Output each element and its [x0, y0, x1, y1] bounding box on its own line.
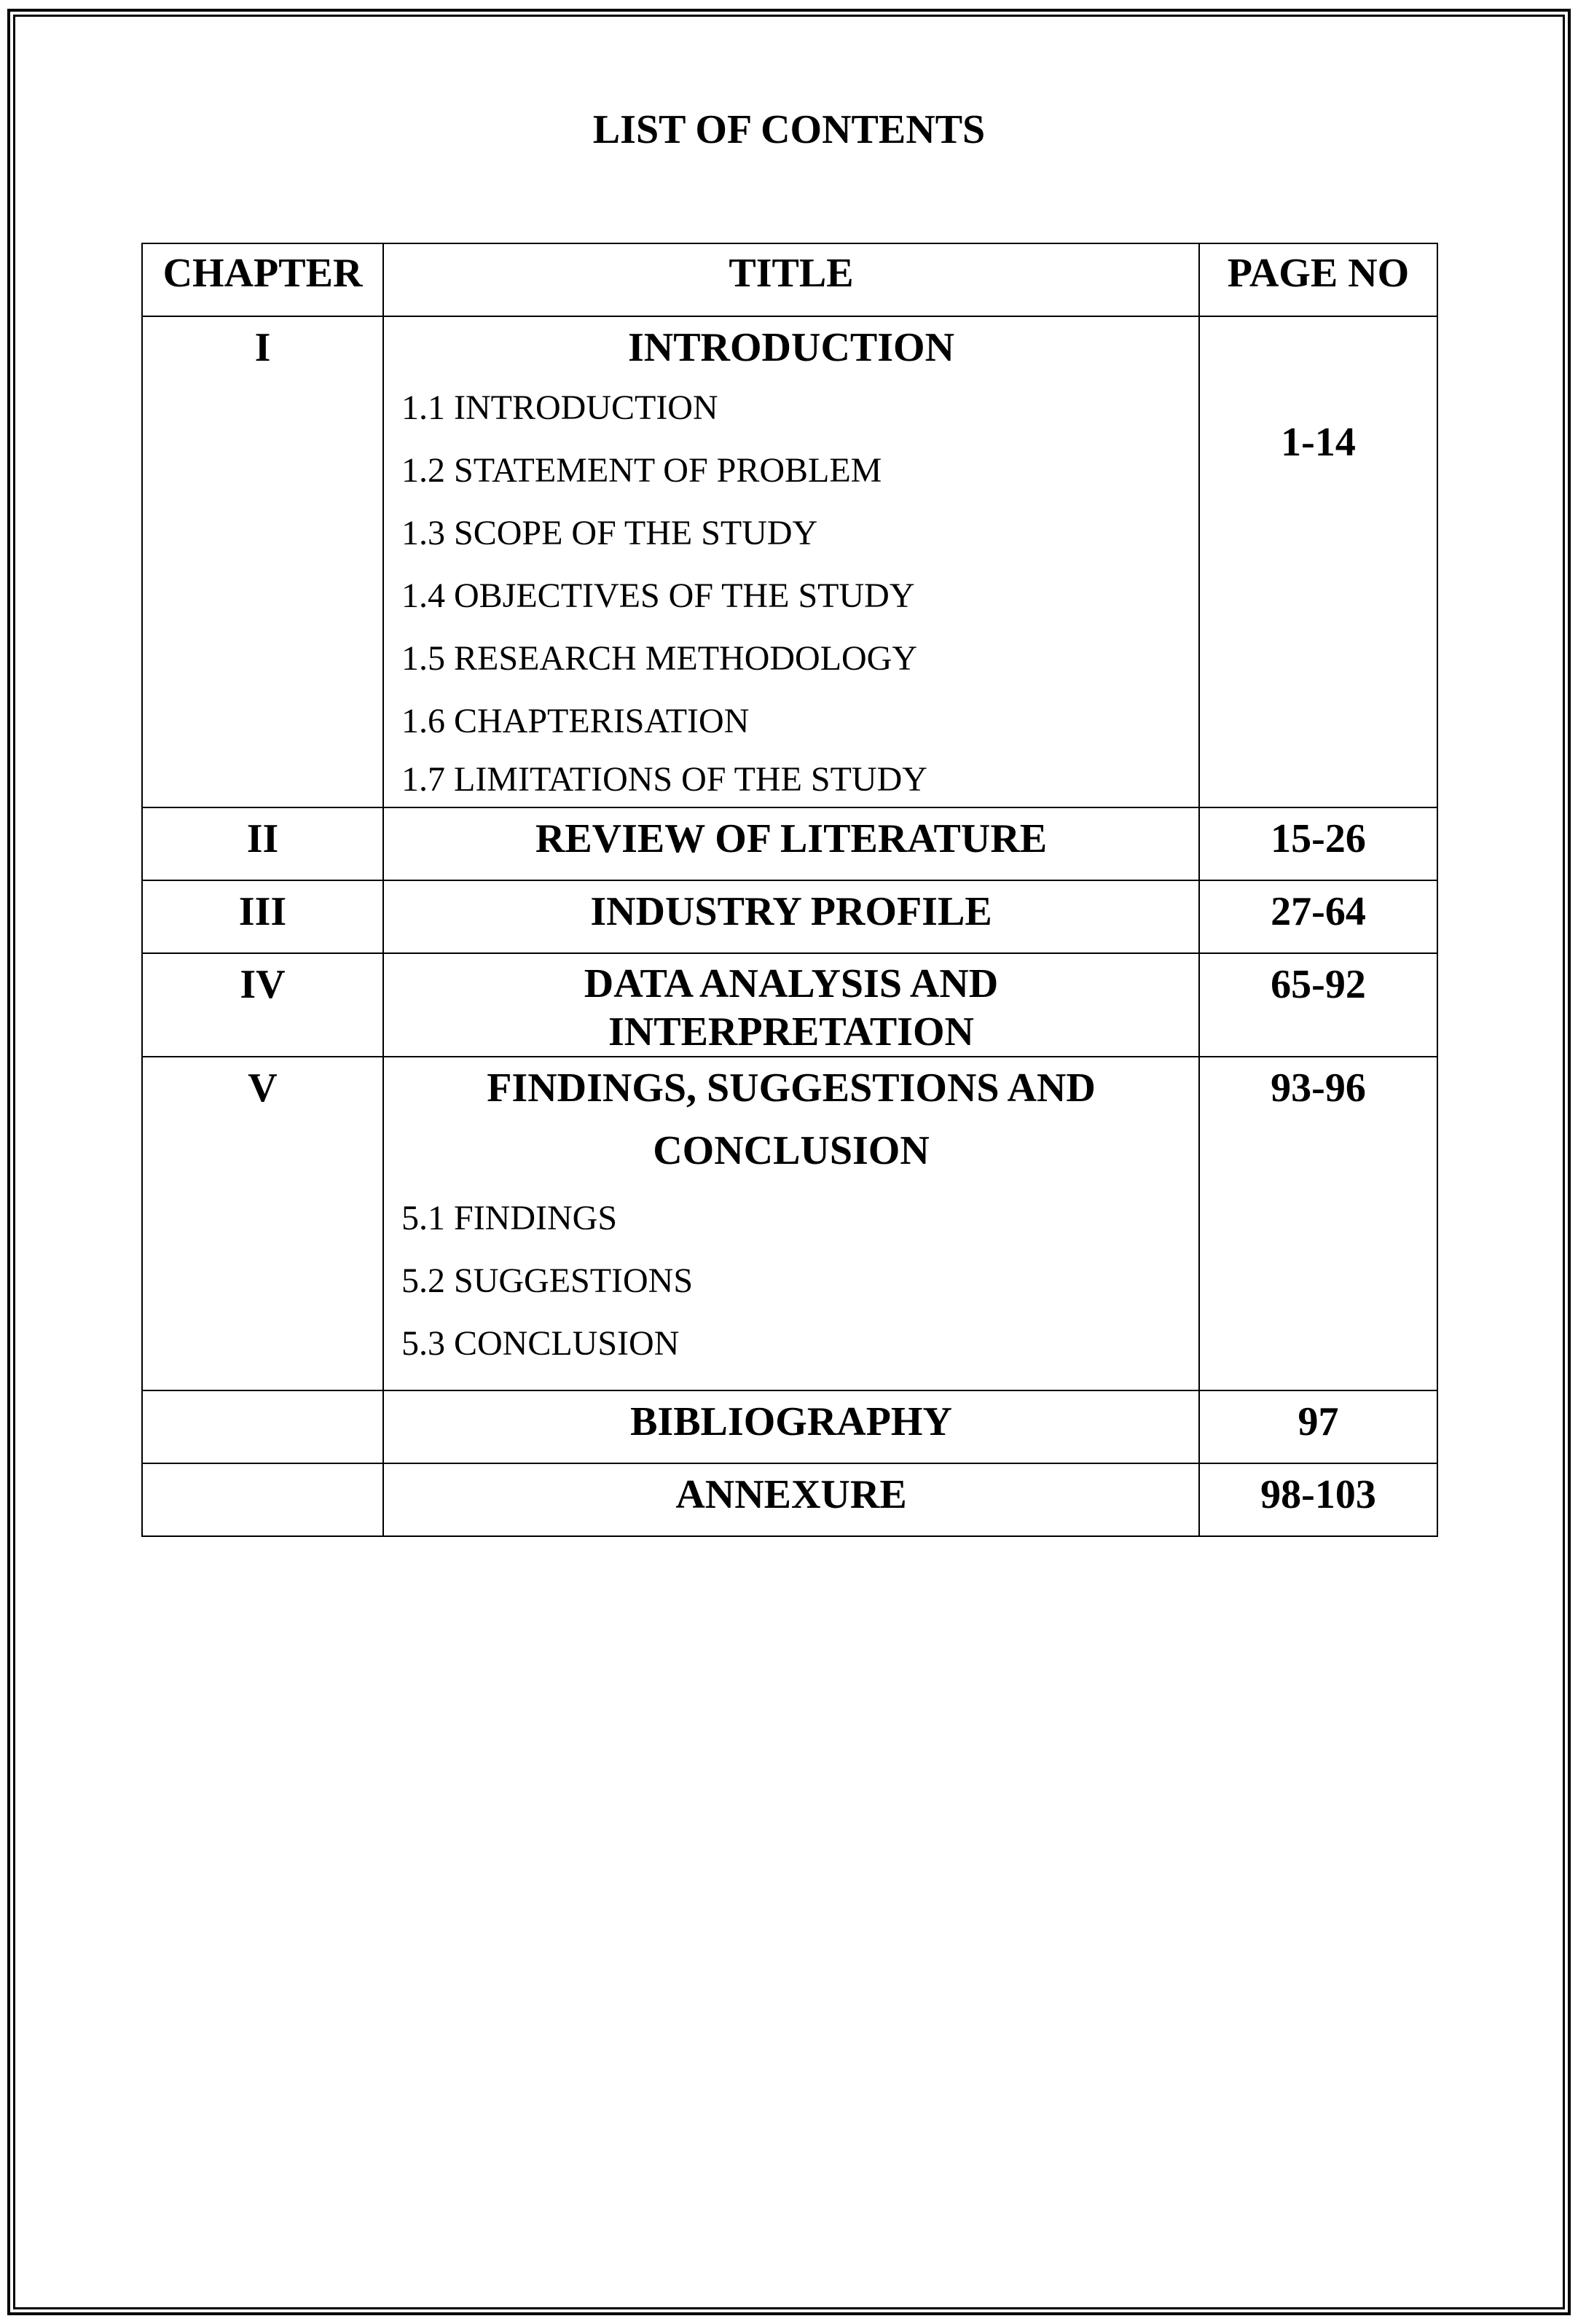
subsection-item: 1.1 INTRODUCTION — [401, 388, 718, 427]
chapter-number — [142, 1390, 383, 1463]
chapter-title: REVIEW OF LITERATURE — [535, 816, 1048, 861]
subsection-item: 1.3 SCOPE OF THE STUDY — [401, 514, 818, 552]
chapter-title-cell — [383, 1463, 1199, 1536]
chapter-number: I — [142, 316, 383, 807]
subsection-item: 5.3 CONCLUSION — [401, 1324, 680, 1363]
chapter-title-cell — [383, 1390, 1199, 1463]
subsection-item: 1.2 STATEMENT OF PROBLEM — [401, 451, 882, 490]
chapter-title-cell — [383, 316, 1199, 807]
chapter-title: ANNEXURE — [675, 1472, 907, 1517]
page-range: 65-92 — [1199, 953, 1437, 1057]
page-range: 97 — [1199, 1390, 1437, 1463]
chapter-title — [384, 954, 1198, 1056]
subsection-item: 1.7 LIMITATIONS OF THE STUDY — [401, 760, 927, 799]
chapter-title-cell — [383, 807, 1199, 880]
chapter-title-line: DATA ANALYSIS AND — [584, 961, 999, 1006]
subsection-item: 1.6 CHAPTERISATION — [401, 702, 750, 740]
page-range: 93-96 — [1199, 1057, 1437, 1390]
chapter-number: IV — [142, 953, 383, 1057]
subsection-item: 1.4 OBJECTIVES OF THE STUDY — [401, 576, 915, 615]
chapter-title: BIBLIOGRAPHY — [630, 1399, 952, 1444]
chapter-number — [142, 1463, 383, 1536]
chapter-title-cell — [383, 880, 1199, 953]
table-row — [142, 880, 1437, 953]
page-range: 27-64 — [1199, 880, 1437, 953]
chapter-number: III — [142, 880, 383, 953]
chapter-title-line: CONCLUSION — [653, 1128, 930, 1173]
chapter-title-cell — [383, 953, 1199, 1057]
subsection-list — [384, 1187, 1198, 1375]
subsection-item: 5.2 SUGGESTIONS — [401, 1261, 694, 1300]
chapter-number: II — [142, 807, 383, 880]
table-row — [142, 1463, 1437, 1536]
chapter-title: INTRODUCTION — [627, 325, 955, 370]
chapter-number: V — [142, 1057, 383, 1390]
header-page-no: PAGE NO — [1199, 243, 1437, 316]
table-row — [142, 807, 1437, 880]
subsection-item: 5.1 FINDINGS — [401, 1199, 618, 1237]
chapter-title-line: INTERPRETATION — [608, 1009, 974, 1055]
page-range: 1-14 — [1199, 316, 1437, 807]
table-row — [142, 1057, 1437, 1390]
chapter-title-cell — [383, 1057, 1199, 1390]
subsection-list — [384, 377, 1198, 807]
chapter-title: INDUSTRY PROFILE — [590, 889, 992, 934]
header-chapter: CHAPTER — [142, 243, 383, 316]
table-header-row — [142, 243, 1437, 316]
page-range: 15-26 — [1199, 807, 1437, 880]
table-row — [142, 316, 1437, 807]
page-range: 98-103 — [1199, 1463, 1437, 1536]
table-row — [142, 1390, 1437, 1463]
contents-table — [141, 243, 1438, 1537]
header-title: TITLE — [383, 243, 1199, 316]
chapter-title-line: FINDINGS, SUGGESTIONS AND — [487, 1065, 1096, 1111]
table-row — [142, 953, 1437, 1057]
page-title: LIST OF CONTENTS — [592, 107, 986, 152]
subsection-item: 1.5 RESEARCH METHODOLOGY — [401, 639, 917, 678]
